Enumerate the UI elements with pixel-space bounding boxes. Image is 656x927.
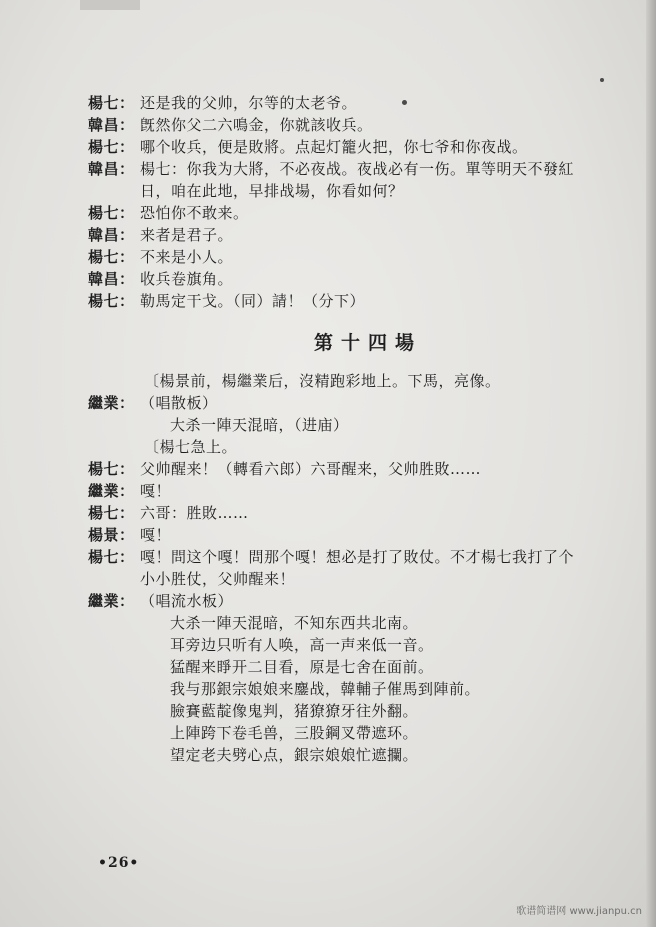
stage-direction: 〔楊景前，楊繼業后，沒精跑彩地上。下馬，亮像。 — [144, 372, 501, 390]
dialogue-line — [88, 136, 628, 158]
speaker: 楊七： — [88, 248, 135, 266]
dialogue-continuation: 小小胜仗，父帅醒来！ — [140, 570, 296, 588]
speaker: 楊七： — [88, 292, 135, 310]
dialogue-line — [88, 114, 628, 136]
speaker: 韓昌： — [88, 116, 135, 134]
dialogue-line — [88, 92, 628, 114]
dialogue-text: 勒馬定干戈。（同）請！（分下） — [140, 292, 366, 310]
dialogue-line — [88, 246, 628, 268]
dialogue-line — [88, 590, 628, 612]
scan-shadow-right — [646, 0, 656, 927]
speaker: 楊七： — [88, 504, 135, 522]
ink-speck — [600, 78, 604, 82]
scene-title: 第十四場 — [313, 332, 422, 354]
dialogue-line — [88, 502, 628, 524]
dialogue-text: 来者是君子。 — [140, 226, 234, 244]
speaker: 繼業： — [88, 394, 135, 412]
verse-line: 望定老夫劈心点，銀宗娘娘忙遮攔。 — [170, 746, 419, 764]
stage-direction: 〔楊七急上。 — [144, 438, 238, 456]
site-watermark: 歌谱简谱网 www.jianpu.cn — [516, 906, 642, 917]
dialogue-line — [88, 290, 628, 312]
dialogue-continuation: 日，咱在此地，早排战場，你看如何？ — [140, 182, 404, 200]
dialogue-line — [88, 268, 628, 290]
dialogue-line — [88, 458, 628, 480]
verse-line: 大杀一陣天混暗，不知东西共北南。 — [170, 614, 419, 632]
verse-line: 我与那銀宗娘娘来鏖战，韓輔子催馬到陣前。 — [170, 680, 481, 698]
dialogue-line — [88, 224, 628, 246]
verse-line: 上陣跨下卷毛兽，三股鋼叉帶遮环。 — [170, 724, 419, 742]
dialogue-line — [88, 158, 628, 180]
dialogue-text: 父帅醒来！（轉看六郎）六哥醒来，父帅胜敗…… — [140, 460, 482, 478]
speaker: 楊七： — [88, 204, 135, 222]
dialogue-text: 嘎！ — [140, 526, 172, 544]
dialogue-text: 不来是小人。 — [140, 248, 234, 266]
speaker: 楊七： — [88, 460, 135, 478]
dialogue-text: 六哥：胜敗…… — [140, 504, 249, 522]
dialogue-text: 还是我的父帅，尔等的太老爷。 — [140, 94, 358, 112]
dialogue-line — [88, 546, 628, 568]
dialogue-text: （唱流水板） — [140, 592, 234, 610]
script-body — [88, 92, 628, 766]
dialogue-text: 哪个收兵，便是敗將。点起灯籠火把，你七爷和你夜战。 — [140, 138, 528, 156]
scan-shadow-top — [80, 0, 140, 10]
page-number: •26• — [98, 855, 140, 871]
dialogue-line — [88, 202, 628, 224]
dialogue-text: 旣然你父二六鳴金，你就該收兵。 — [140, 116, 373, 134]
dialogue-text: 收兵卷旗角。 — [140, 270, 234, 288]
dialogue-text: 嘎！問这个嘎！問那个嘎！想必是打了敗仗。不才楊七我打了个 — [140, 548, 575, 566]
dialogue-text: 恐怕你不敢来。 — [140, 204, 249, 222]
dialogue-text: 嘎！ — [140, 482, 172, 500]
speaker: 繼業： — [88, 482, 135, 500]
dialogue-text: （唱散板） — [140, 394, 218, 412]
speaker: 楊七： — [88, 548, 135, 566]
aria-line: 大杀一陣天混暗，（进庙） — [170, 416, 349, 434]
speaker: 韓昌： — [88, 270, 135, 288]
verse-line: 臉賽藍靛像鬼判，猪獠獠牙往外翻。 — [170, 702, 419, 720]
verse-line: 耳旁边只听有人唤，高一声来低一音。 — [170, 636, 434, 654]
dialogue-text: 楊七：你我为大將，不必夜战。夜战必有一伤。單等明天不發紅 — [140, 160, 575, 178]
speaker: 韓昌： — [88, 226, 135, 244]
dialogue-line — [88, 524, 628, 546]
speaker: 繼業： — [88, 592, 135, 610]
dialogue-line — [88, 392, 628, 414]
dialogue-line — [88, 480, 628, 502]
speaker: 韓昌： — [88, 160, 135, 178]
speaker: 楊七： — [88, 138, 135, 156]
speaker: 楊七： — [88, 94, 135, 112]
verse-line: 猛醒来睜开二目看，原是七舍在面前。 — [170, 658, 434, 676]
speaker: 楊景： — [88, 526, 135, 544]
